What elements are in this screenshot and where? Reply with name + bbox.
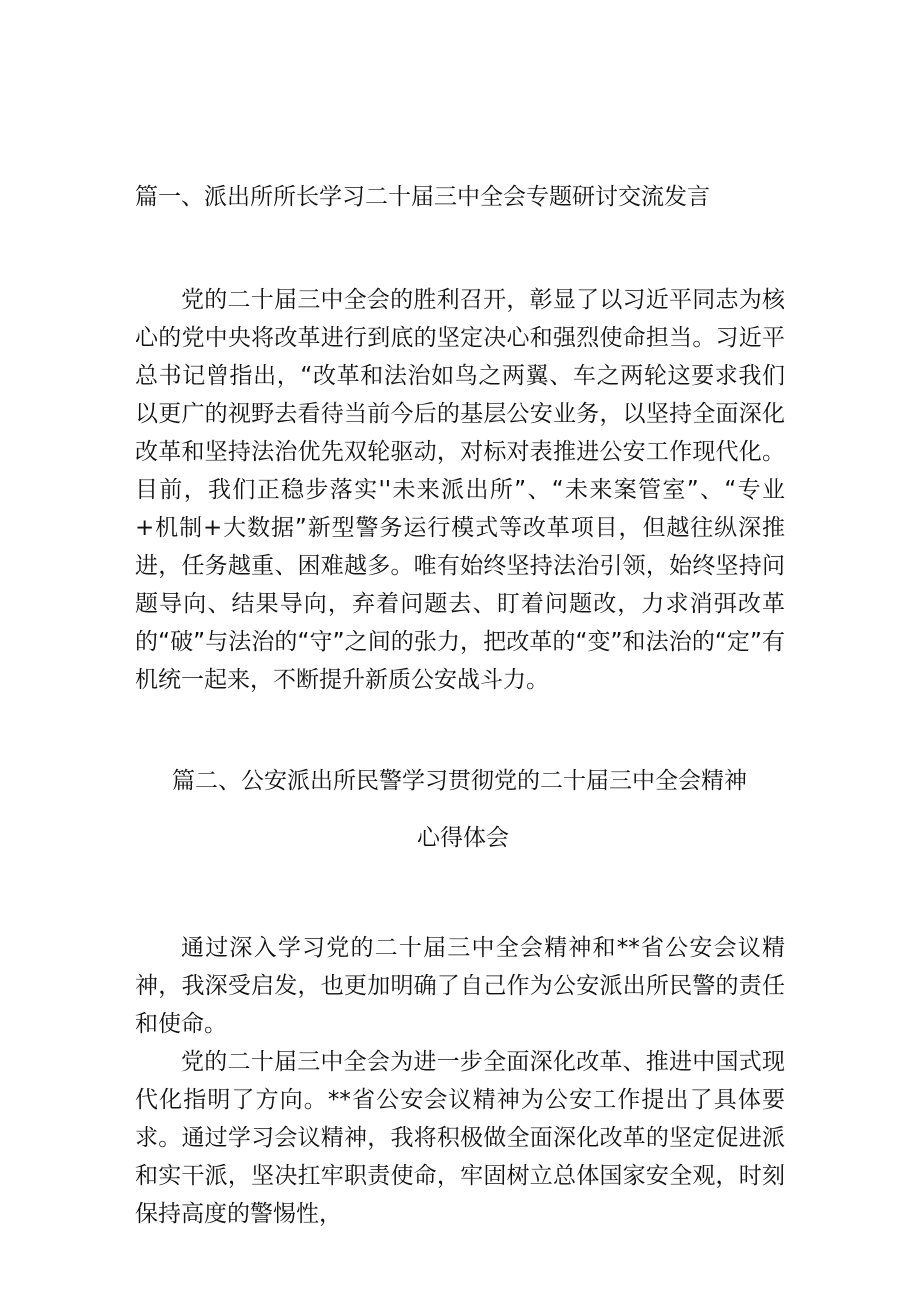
section2-paragraph-2: 党的二十届三中全会为进一步全面深化改革、推进中国式现代化指明了方向。**省公安会议精神为公安工作提出了具体要求。通过学习会议精神，我将积极做全面深化改革的坚定促进派和实干派，坚决扛牢职责使命，牢固树立总体国家安全观，时刻保持高度的警惕性， [135, 1049, 785, 1227]
section1-title: 篇一、派出所所长学习二十届三中全会专题研讨交流发言 [135, 184, 710, 210]
section2-paragraph-1: 通过深入学习党的二十届三中全会精神和**省公安会议精神，我深受启发，也更加明确了自己作为公安派出所民警的责任和使命。 [135, 935, 785, 1037]
section1-paragraph: 党的二十届三中全会的胜利召开，彰显了以习近平同志为核心的党中央将改革进行到底的坚定决心和强烈使命担当。习近平总书记曾指出，“改革和法治如鸟之两翼、车之两轮这要求我们以更广的视野去看待当前今后的基层公安业务，以坚持全面深化改革和坚持法治优先双轮驱动，对标对表推进公安工作现代化。目前，我们正稳步落实''未来派出所”、“未来案管室”、“专业+机制+大数据”新型警务运行模式等改革项目，但越往纵深推进，任务越重、困难越多。唯有始终坚持法治引领，始终坚持问题导向、结果导向，弃着问题去、盯着问题改，力求消弭改革的“破”与法治的“守”之间的张力，把改革的“变”和法治的“定”有机统一起来，不断提升新质公安战斗力。 [135, 287, 785, 693]
section2-title-line1: 篇二、公安派出所民警学习贯彻党的二十届三中全会精神 [172, 768, 747, 794]
section2-title-line2: 心得体会 [417, 825, 509, 851]
